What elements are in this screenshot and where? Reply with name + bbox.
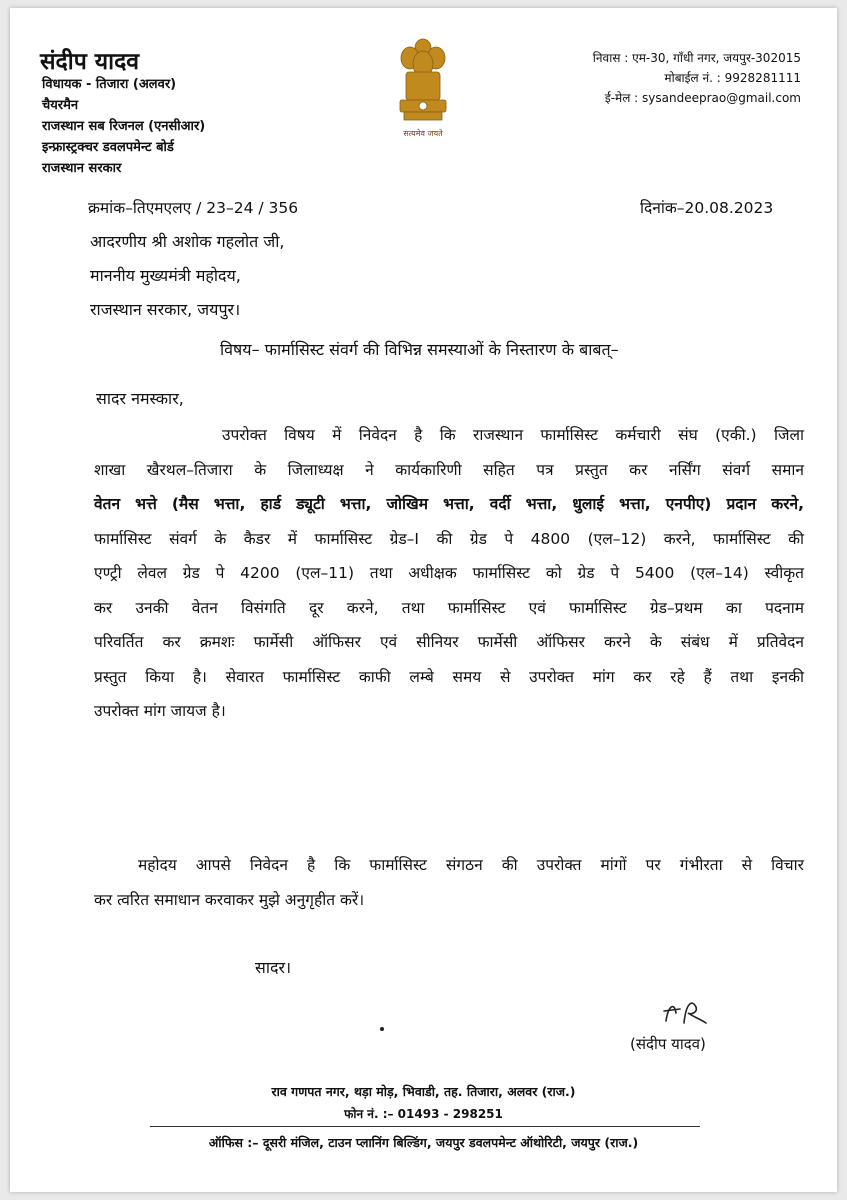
salutation: सादर नमस्कार, — [96, 389, 184, 408]
addressee-line1: आदरणीय श्री अशोक गहलोत जी, — [90, 232, 285, 251]
emblem-motto: सत्यमेव जयते — [403, 129, 443, 138]
addressee-line3: राजस्थान सरकार, जयपुर। — [90, 300, 241, 319]
body-line: कर उनकी वेतन विसंगति दूर करने, तथा फार्मासिस्ट एवं फार्मासिस्ट ग्रेड–प्रथम का पदनाम — [94, 598, 804, 617]
sender-role: चैयरमैन — [42, 98, 79, 113]
sender-board-line3: राजस्थान सरकार — [42, 161, 122, 176]
residence-address: निवास : एम-30, गाँधी नगर, जयपुर-302015 — [592, 51, 801, 65]
body-line: उपरोक्त मांग जायज है। — [94, 702, 226, 720]
footer-address: राव गणपत नगर, थड़ा मोड़, भिवाडी, तह. तिजारा, अलवर (राज.) — [271, 1084, 576, 1099]
signatory-name: (संदीप यादव) — [630, 1035, 706, 1053]
email-address: ई-मेल : sysandeeprao@gmail.com — [604, 91, 801, 105]
footer-phone: फोन नं. :– 01493 - 298251 — [344, 1107, 503, 1121]
body-paragraph-2 — [94, 848, 804, 917]
sender-board-line1: राजस्थान सब रिजनल (एनसीआर) — [42, 119, 206, 134]
body-line: शाखा खैरथल–तिजारा के जिलाध्यक्ष ने कार्यकारिणी सहित पत्र प्रस्तुत कर नर्सिंग संवर्ग समान — [94, 460, 804, 479]
sender-board-line2: इन्फ्रास्ट्रक्चर डवलपमेन्ट बोर्ड — [42, 140, 174, 155]
body-line: प्रस्तुत किया है। सेवारत फार्मासिस्ट काफी लम्बे समय से उपरोक्त मांग कर रहे हैं तथा इनकी — [94, 667, 804, 686]
letter-date: दिनांक–20.08.2023 — [640, 199, 774, 217]
body-line: कर त्वरित समाधान करवाकर मुझे अनुगृहीत करें। — [94, 890, 365, 909]
body-line: उपरोक्त विषय में निवेदन है कि राजस्थान फार्मासिस्ट कर्मचारी संघ (एकी.) जिला — [222, 426, 804, 444]
body-line: परिवर्तित कर क्रमशः फार्मेसी ऑफिसर एवं सीनियर फार्मेसी ऑफिसर करने के संबंध में प्रतिवेदन — [94, 633, 804, 651]
ink-dot — [380, 1027, 384, 1031]
body-line: फार्मासिस्ट संवर्ग के कैडर में फार्मासिस्ट ग्रेड–I की ग्रेड पे 4800 (एल–12) करने, फार्मासिस्ट की — [94, 529, 804, 548]
reference-number: क्रमांक–तिएमएलए / 23–24 / 356 — [88, 199, 299, 217]
footer-office: ऑफिस :– दूसरी मंजिल, टाउन प्लानिंग बिल्डिंग, जयपुर डवलपमेन्ट ऑथोरिटी, जयपुर (राज.) — [208, 1135, 639, 1150]
body-line: वेतन भत्ते (मैस भत्ता, हार्ड ड्यूटी भत्ता, जोखिम भत्ता, वर्दी भत्ता, धुलाई भत्ता, एनपीए) प्रदान करने, — [94, 495, 804, 513]
body-paragraph-1 — [94, 418, 804, 729]
body-line: एण्ट्री लेवल ग्रेड पे 4200 (एल–11) तथा अधीक्षक फार्मासिस्ट को ग्रेड पे 5400 (एल–14) स्वीकृत — [94, 564, 804, 582]
mobile-number: मोबाईल नं. : 9928281111 — [664, 71, 801, 85]
footer-divider — [150, 1126, 700, 1127]
sender-designation: विधायक - तिजारा (अलवर) — [42, 77, 177, 92]
letter-subject: विषय– फार्मासिस्ट संवर्ग की विभिन्न समस्याओं के निस्तारण के बाबत्– — [220, 340, 619, 359]
closing: सादर। — [255, 958, 292, 977]
sender-name: संदीप यादव — [40, 49, 140, 75]
letter-page — [10, 8, 837, 1192]
signature-icon — [658, 993, 728, 1029]
addressee-line2: माननीय मुख्यमंत्री महोदय, — [90, 266, 241, 285]
body-line: महोदय आपसे निवेदन है कि फार्मासिस्ट संगठन की उपरोक्त मांगों पर गंभीरता से विचार — [138, 856, 804, 874]
state-emblem-icon — [388, 34, 458, 142]
